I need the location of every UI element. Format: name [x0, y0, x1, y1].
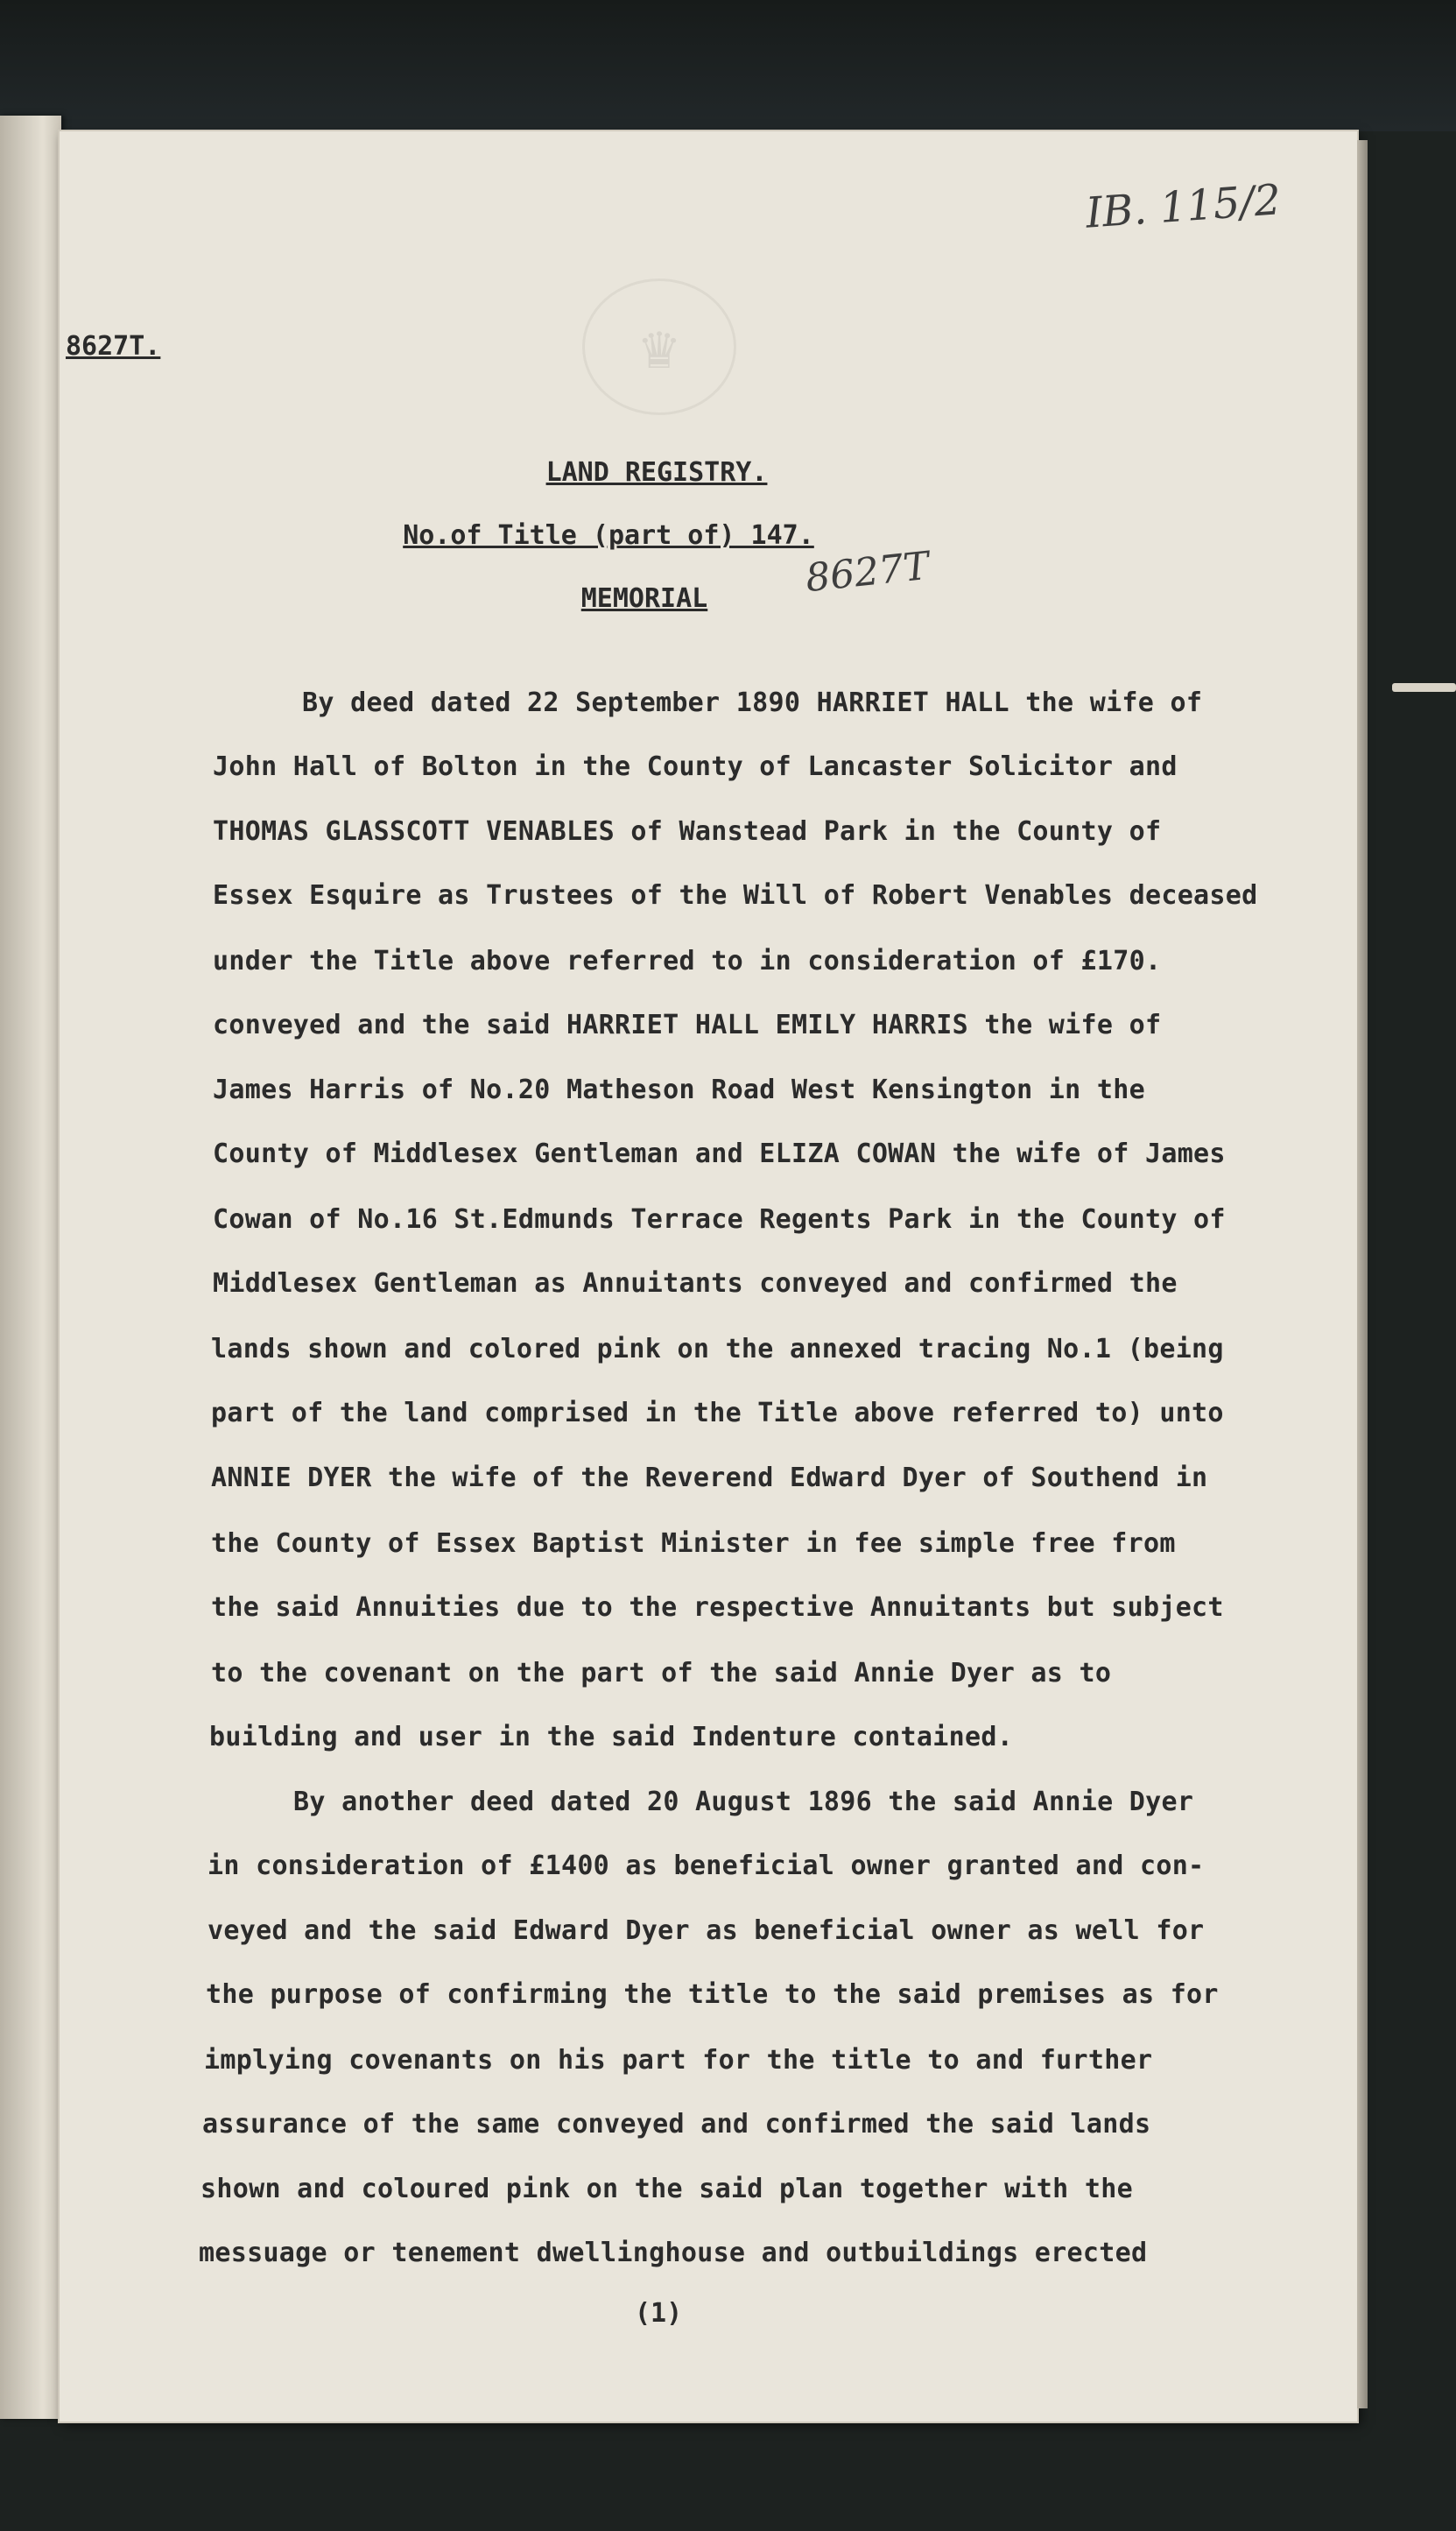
body-line: veyed and the said Edward Dyer as beneficial owner as well for	[207, 1915, 1205, 1946]
body-line: part of the land comprised in the Title above referred to) unto	[211, 1398, 1224, 1428]
backdrop	[0, 0, 1456, 131]
heading-title-number: No.of Title (part of) 147.	[403, 520, 814, 551]
body-line: the County of Essex Baptist Minister in fee simple free from	[211, 1528, 1176, 1559]
body-line: Middlesex Gentleman as Annuitants conveyed and confirmed the	[213, 1268, 1178, 1299]
body-line: James Harris of No.20 Matheson Road West Kensington in the	[213, 1075, 1145, 1105]
body-line: ANNIE DYER the wife of the Reverend Edward Dyer of Southend in	[211, 1463, 1208, 1493]
body-line: lands shown and colored pink on the annexed tracing No.1 (being	[211, 1334, 1224, 1364]
body-line: implying covenants on his part for the title to and further	[204, 2045, 1153, 2076]
body-line: in consideration of £1400 as beneficial owner granted and con-	[207, 1851, 1205, 1881]
body-line: under the Title above referred to in consideration of £170.	[213, 946, 1162, 976]
body-line: the purpose of confirming the title to the said premises as for	[206, 1979, 1219, 2010]
handwritten-title-number: 8627T	[803, 543, 932, 602]
body-line: the said Annuities due to the respective Annuitants but subject	[211, 1592, 1224, 1623]
handwritten-reference: IB. 115/2	[1084, 175, 1283, 238]
body-line: building and user in the said Indenture contained.	[209, 1722, 1014, 1752]
body-line: assurance of the same conveyed and confirmed the said lands	[202, 2109, 1151, 2140]
embossed-crest-icon: ♛	[582, 278, 736, 415]
body-line: Essex Esquire as Trustees of the Will of Robert Venables deceased	[213, 880, 1258, 911]
body-line: By another deed dated 20 August 1896 the said Annie Dyer	[293, 1787, 1194, 1817]
body-line: County of Middlesex Gentleman and ELIZA COWAN the wife of James	[213, 1139, 1226, 1169]
heading-land-registry: LAND REGISTRY.	[545, 457, 768, 488]
body-line: to the covenant on the part of the said Annie Dyer as to	[211, 1658, 1112, 1689]
page-number: (1)	[635, 2298, 683, 2329]
body-line: By deed dated 22 September 1890 HARRIET HALL the wife of	[302, 687, 1203, 718]
typed-reference: 8627T.	[66, 331, 161, 362]
body-line: Cowan of No.16 St.Edmunds Terrace Regents Park in the County of	[213, 1204, 1226, 1235]
page-stack-edge	[1357, 140, 1368, 2408]
body-line: shown and coloured pink on the said plan together with the	[200, 2174, 1133, 2204]
body-line: messuage or tenement dwellinghouse and outbuildings erected	[199, 2238, 1148, 2268]
body-line: THOMAS GLASSCOTT VENABLES of Wanstead Park in the County of	[213, 816, 1162, 847]
paper-strip	[1392, 683, 1456, 692]
heading-memorial: MEMORIAL	[580, 583, 708, 614]
body-line: John Hall of Bolton in the County of Lancaster Solicitor and	[213, 751, 1178, 782]
body-line: conveyed and the said HARRIET HALL EMILY HARRIS the wife of	[213, 1010, 1162, 1040]
